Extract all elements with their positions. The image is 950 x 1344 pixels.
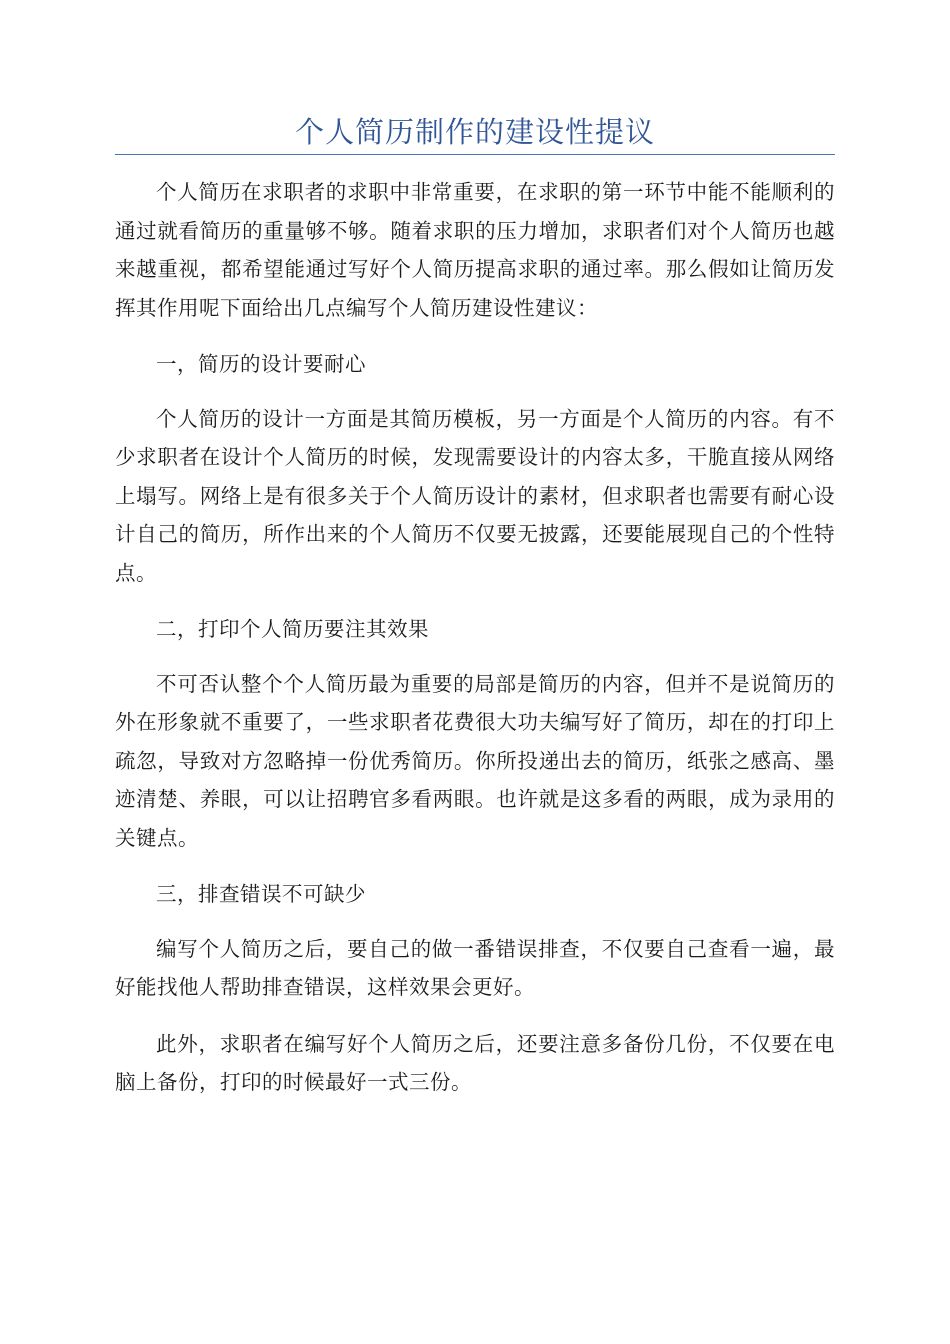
section-paragraph-1: 个人简历的设计一方面是其简历模板，另一方面是个人简历的内容。有不少求职者在设计个人简历的时候，发现需要设计的内容太多，干脆直接从网络上塌写。网络上是有很多关于个人简历设计的素材，但求职者也需要有耐心设计自己的简历，所作出来的个人简历不仅要无披露，还要能展现自己的个性特点。 bbox=[115, 406, 835, 585]
section-heading-3: 三，排查错误不可缺少 bbox=[156, 882, 366, 906]
section-heading-2: 二，打印个人简历要注其效果 bbox=[156, 617, 429, 641]
title-underline bbox=[115, 154, 835, 155]
closing-paragraph: 此外，求职者在编写好个人简历之后，还要注意多备份几份，不仅要在电脑上备份，打印的时候最好一式三份。 bbox=[115, 1031, 835, 1094]
section-heading-1: 一，简历的设计要耐心 bbox=[156, 352, 366, 376]
section-paragraph-2: 不可否认整个个人简历最为重要的局部是简历的内容，但并不是说简历的外在形象就不重要了，一些求职者花费很大功夫编写好了简历，却在的打印上疏忽，导致对方忽略掉一份优秀简历。你所投递出去的简历，纸张之感高、墨迹清楚、养眼，可以让招聘官多看两眼。也许就是这多看的两眼，成为录用的关键点。 bbox=[115, 671, 835, 850]
section-paragraph-3: 编写个人简历之后，要自己的做一番错误排查，不仅要自己查看一遍，最好能找他人帮助排查错误，这样效果会更好。 bbox=[115, 936, 835, 999]
document-body bbox=[115, 173, 835, 1120]
document-title: 个人简历制作的建设性提议 bbox=[294, 115, 655, 149]
intro-paragraph: 个人简历在求职者的求职中非常重要，在求职的第一环节中能不能顺利的通过就看简历的重量够不够。随着求职的压力增加，求职者们对个人简历也越来越重视，都希望能通过写好个人简历提高求职的通过率。那么假如让简历发挥其作用呢下面给出几点编写个人简历建设性建议： bbox=[115, 180, 835, 320]
